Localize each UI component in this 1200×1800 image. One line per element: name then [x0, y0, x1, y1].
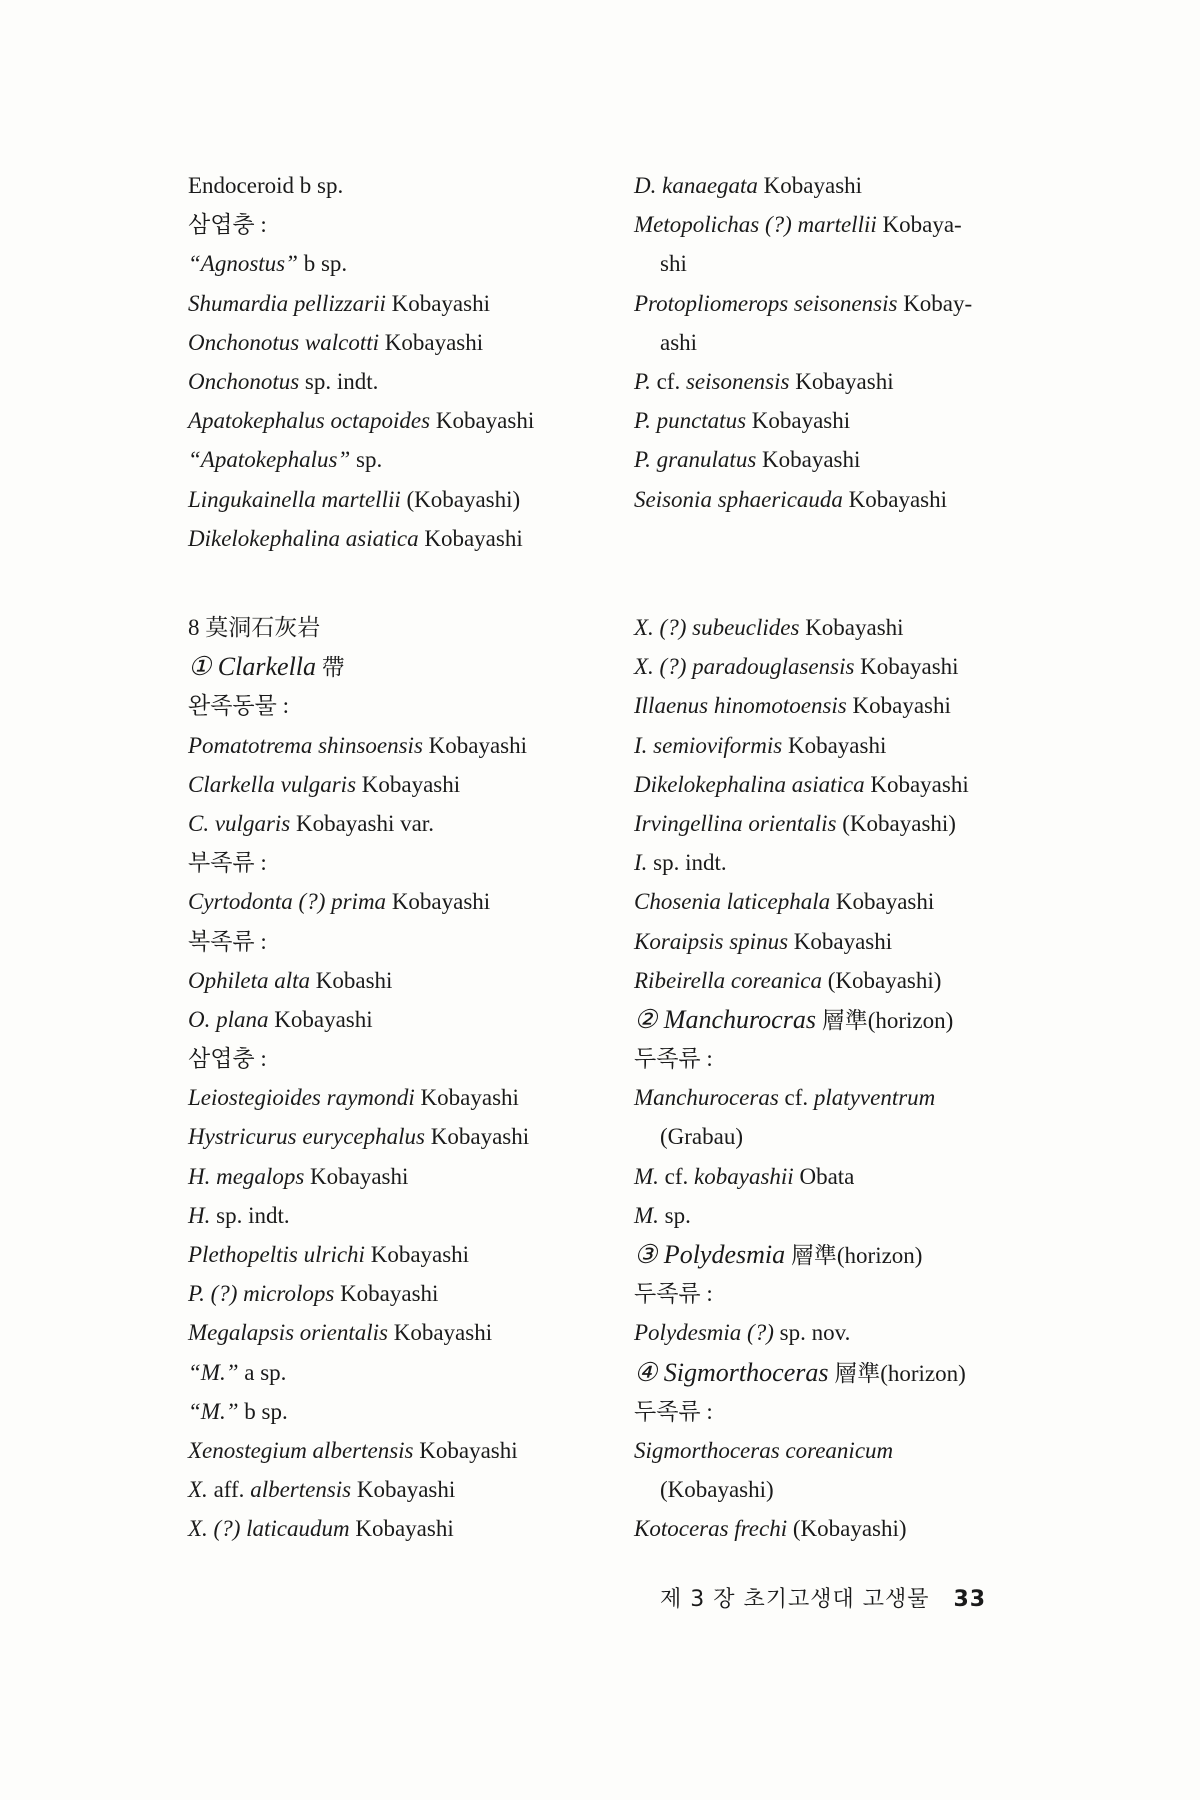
author-text: Kobayashi — [846, 693, 951, 719]
species-name: Polydesmia (?) — [634, 1320, 774, 1346]
right-column-bottom — [634, 608, 1054, 1549]
species-name: Xenostegium albertensis — [188, 1437, 414, 1463]
list-item — [188, 726, 608, 765]
author-text: Kobayashi — [864, 771, 969, 797]
author-text: Kobayashi — [379, 329, 484, 355]
species-name: ① Clarkella — [188, 652, 317, 682]
species-name: X. (?) subeuclides — [634, 615, 800, 640]
author-text: Kobayashi — [830, 889, 935, 915]
species-name: Metopolichas (?) martellii — [634, 212, 877, 238]
heading-text: 완족동물 : — [188, 693, 290, 719]
species-name: Sigmorthoceras coreanicum — [634, 1437, 894, 1463]
author-text: Kobayashi — [364, 1242, 470, 1267]
species-name: H. megalops — [188, 1163, 305, 1189]
page-number: 33 — [953, 1587, 987, 1612]
heading-text: 두족류 : — [634, 1398, 713, 1424]
list-item — [188, 1470, 608, 1509]
heading-text: 부족류 : — [188, 850, 267, 876]
list-item — [188, 519, 608, 558]
author-text: Kobayashi — [413, 1437, 518, 1463]
list-item — [634, 244, 1054, 283]
list-item — [188, 765, 608, 804]
heading-text: Endoceroid b sp. — [188, 173, 344, 198]
author-text: Kobayashi — [842, 486, 948, 512]
list-item — [188, 1000, 608, 1039]
list-item — [634, 323, 1054, 362]
list-item — [634, 647, 1054, 686]
list-item — [188, 1313, 608, 1352]
species-epithet: seisonensis — [685, 368, 790, 394]
list-item — [634, 1039, 1054, 1078]
species-name: Dikelokephalina asiatica — [188, 525, 419, 551]
author-text: sp. indt. — [299, 368, 379, 394]
author-text: Kobashi — [310, 967, 393, 993]
list-item — [634, 1274, 1054, 1313]
species-name: Apatokephalus octapoides — [188, 408, 431, 434]
left-column-top — [188, 166, 608, 558]
author-text: Kobayashi — [422, 732, 528, 758]
species-name: Protopliomerops seisonensis — [634, 290, 898, 316]
list-item — [188, 205, 608, 244]
author-text: (Kobayashi) — [836, 810, 956, 836]
author-text: Kobayashi var. — [290, 810, 434, 836]
list-item — [634, 362, 1054, 401]
list-item — [188, 284, 608, 323]
list-item — [188, 647, 608, 686]
chapter-title: 제 3 장 초기고생대 고생물 — [660, 1587, 930, 1612]
heading-text: ashi — [660, 329, 698, 355]
left-column-bottom — [188, 608, 608, 1549]
author-text: Kobaya- — [876, 212, 962, 238]
species-name: Dikelokephalina asiatica — [634, 771, 865, 797]
species-name: P. (?) microlops — [188, 1281, 335, 1307]
species-name: Shumardia pellizzarii — [188, 290, 386, 316]
list-item — [188, 362, 608, 401]
species-name: P. granulatus — [634, 447, 757, 473]
species-name: M. — [634, 1163, 659, 1189]
list-item — [634, 1196, 1054, 1235]
species-name: I. — [634, 850, 648, 876]
list-item — [188, 804, 608, 843]
heading-text: 8 莫洞石灰岩 — [188, 615, 321, 640]
author-text: Kobayashi — [746, 408, 851, 434]
list-item — [634, 1235, 1054, 1274]
author-text: b sp. — [238, 1398, 288, 1424]
author-text: sp. indt. — [210, 1202, 290, 1228]
species-epithet: albertensis — [250, 1477, 352, 1503]
species-name: “Agnostus” — [188, 251, 298, 277]
species-name: Cyrtodonta (?) prima — [188, 889, 387, 915]
list-item — [634, 401, 1054, 440]
species-name: Onchonotus — [188, 368, 300, 394]
author-text: Kobayashi — [304, 1163, 409, 1189]
author-text: Kobayashi — [386, 889, 491, 915]
list-item — [634, 726, 1054, 765]
list-item — [188, 480, 608, 519]
author-text: cf. — [650, 368, 686, 394]
author-text: (Kobayashi) — [400, 486, 521, 512]
list-item — [634, 1000, 1054, 1039]
author-text: Kobayashi — [425, 1124, 530, 1150]
heading-text: shi — [660, 251, 687, 277]
list-item — [188, 440, 608, 479]
species-name: Ribeirella coreanica — [634, 967, 822, 993]
species-name: Pomatotrema shinsoensis — [188, 732, 423, 758]
species-name: P. punctatus — [634, 408, 747, 434]
species-name: H. — [188, 1202, 211, 1228]
list-item — [188, 166, 608, 205]
author-text: sp. — [350, 447, 383, 473]
list-item — [188, 1392, 608, 1431]
species-name: Illaenus hinomotoensis — [634, 693, 847, 719]
heading-text: 삼엽충 : — [188, 1046, 267, 1072]
list-item — [188, 961, 608, 1000]
list-item — [634, 961, 1054, 1000]
species-name: Onchonotus walcotti — [188, 329, 380, 355]
species-name: Manchuroceras — [634, 1085, 779, 1111]
species-name: Leiostegioides raymondi — [188, 1085, 415, 1111]
author-text: 層準(horizon) — [785, 1243, 923, 1268]
list-item — [188, 1353, 608, 1392]
list-item — [634, 882, 1054, 921]
author-text: Kobayashi — [349, 1516, 454, 1542]
list-item — [634, 1353, 1054, 1392]
author-text: sp. indt. — [647, 850, 727, 876]
species-name: “M.” — [188, 1359, 239, 1385]
author-text: Kobayashi — [782, 732, 887, 758]
species-name: Clarkella vulgaris — [188, 771, 357, 797]
species-name: Chosenia laticephala — [634, 889, 831, 915]
list-item — [634, 1313, 1054, 1352]
species-name: X. — [188, 1477, 208, 1503]
heading-text: 복족류 : — [188, 928, 267, 954]
list-item — [188, 608, 608, 647]
author-text: 層準(horizon) — [815, 1007, 954, 1033]
author-text: sp. — [658, 1202, 691, 1228]
heading-text: 두족류 : — [634, 1281, 713, 1307]
list-item — [634, 284, 1054, 323]
author-text: 層準(horizon) — [828, 1360, 966, 1386]
list-item — [634, 1470, 1054, 1509]
author-text: Kobayashi — [387, 1320, 493, 1346]
author-text: cf. — [658, 1163, 695, 1189]
list-item — [188, 1431, 608, 1470]
author-text: Obata — [793, 1163, 855, 1189]
species-name: Irvingellina orientalis — [634, 810, 837, 836]
heading-text: 삼엽충 : — [188, 212, 267, 238]
list-item — [188, 401, 608, 440]
author-text: Kobayashi — [268, 1006, 373, 1032]
species-name: Megalapsis orientalis — [188, 1320, 388, 1346]
right-column-top — [634, 166, 1054, 519]
species-name: P. — [634, 368, 651, 394]
species-name: X. (?) paradouglasensis — [634, 654, 855, 680]
list-item — [188, 1039, 608, 1078]
author-text: Kobayashi — [414, 1085, 519, 1111]
species-name: I. semioviformis — [634, 732, 783, 758]
list-item — [188, 1196, 608, 1235]
species-name: Seisonia sphaericauda — [634, 486, 843, 512]
list-item — [634, 1392, 1054, 1431]
species-epithet: platyventrum — [813, 1085, 936, 1111]
author-text: Kobayashi — [356, 771, 461, 797]
species-name: Plethopeltis ulrichi — [188, 1242, 365, 1267]
author-text: (Kobayashi) — [787, 1516, 907, 1542]
species-name: Ophileta alta — [188, 967, 311, 993]
list-item — [634, 804, 1054, 843]
list-item — [188, 843, 608, 882]
list-item — [188, 1078, 608, 1117]
heading-text: (Grabau) — [660, 1124, 744, 1150]
list-item — [634, 1157, 1054, 1196]
list-item — [188, 686, 608, 725]
author-text: (Kobayashi) — [822, 967, 942, 993]
author-text: Kobayashi — [789, 368, 894, 394]
list-item — [634, 922, 1054, 961]
author-text: sp. nov. — [773, 1320, 851, 1346]
list-item — [634, 440, 1054, 479]
species-name: Kotoceras frechi — [634, 1516, 788, 1542]
list-item — [188, 922, 608, 961]
author-text: Kobayashi — [430, 408, 535, 434]
list-item — [634, 843, 1054, 882]
author-text: Kobayashi — [385, 290, 490, 316]
list-item — [634, 1117, 1054, 1156]
species-name: M. — [634, 1202, 659, 1228]
list-item — [634, 480, 1054, 519]
author-text: aff. — [207, 1477, 251, 1503]
species-name: “M.” — [188, 1398, 239, 1424]
species-name: ② Manchurocras — [634, 1004, 816, 1034]
author-text: a sp. — [238, 1359, 287, 1385]
list-item — [634, 166, 1054, 205]
species-name: Hystricurus eurycephalus — [188, 1124, 425, 1150]
page-footer — [660, 1580, 1020, 1620]
list-item — [188, 1509, 608, 1548]
author-text: cf. — [778, 1085, 814, 1111]
author-text: Kobayashi — [854, 654, 959, 680]
list-item — [634, 1431, 1054, 1470]
list-item — [188, 1117, 608, 1156]
species-name: Lingukainella martellii — [188, 486, 401, 512]
list-item — [188, 882, 608, 921]
list-item — [188, 1157, 608, 1196]
list-item — [634, 205, 1054, 244]
list-item — [634, 1509, 1054, 1548]
author-text: Kobayashi — [757, 173, 863, 198]
heading-text: (Kobayashi) — [660, 1477, 774, 1503]
species-name: D. kanaegata — [634, 173, 758, 198]
author-text: b sp. — [297, 251, 348, 277]
species-name: Koraipsis spinus — [634, 928, 789, 954]
author-text: Kobayashi — [756, 447, 861, 473]
species-name: ③ Polydesmia — [634, 1240, 786, 1269]
author-text: Kobayashi — [788, 928, 893, 954]
author-text: Kobayashi — [418, 525, 523, 551]
author-text: Kobay- — [897, 290, 973, 316]
list-item — [188, 323, 608, 362]
list-item — [634, 1078, 1054, 1117]
list-item — [634, 608, 1054, 647]
author-text: Kobayashi — [799, 615, 904, 640]
list-item — [188, 1274, 608, 1313]
author-text: 帶 — [316, 655, 345, 681]
species-epithet: kobayashii — [694, 1163, 794, 1189]
list-item — [634, 686, 1054, 725]
species-name: O. plana — [188, 1006, 269, 1032]
species-name: X. (?) laticaudum — [188, 1516, 350, 1542]
list-item — [188, 1235, 608, 1274]
author-text: Kobayashi — [351, 1477, 456, 1503]
species-name: “Apatokephalus” — [188, 447, 351, 473]
list-item — [634, 765, 1054, 804]
heading-text: 두족류 : — [634, 1046, 713, 1072]
species-name: C. vulgaris — [188, 810, 291, 836]
author-text: Kobayashi — [334, 1281, 439, 1307]
list-item — [188, 244, 608, 283]
species-name: ④ Sigmorthoceras — [634, 1357, 829, 1387]
